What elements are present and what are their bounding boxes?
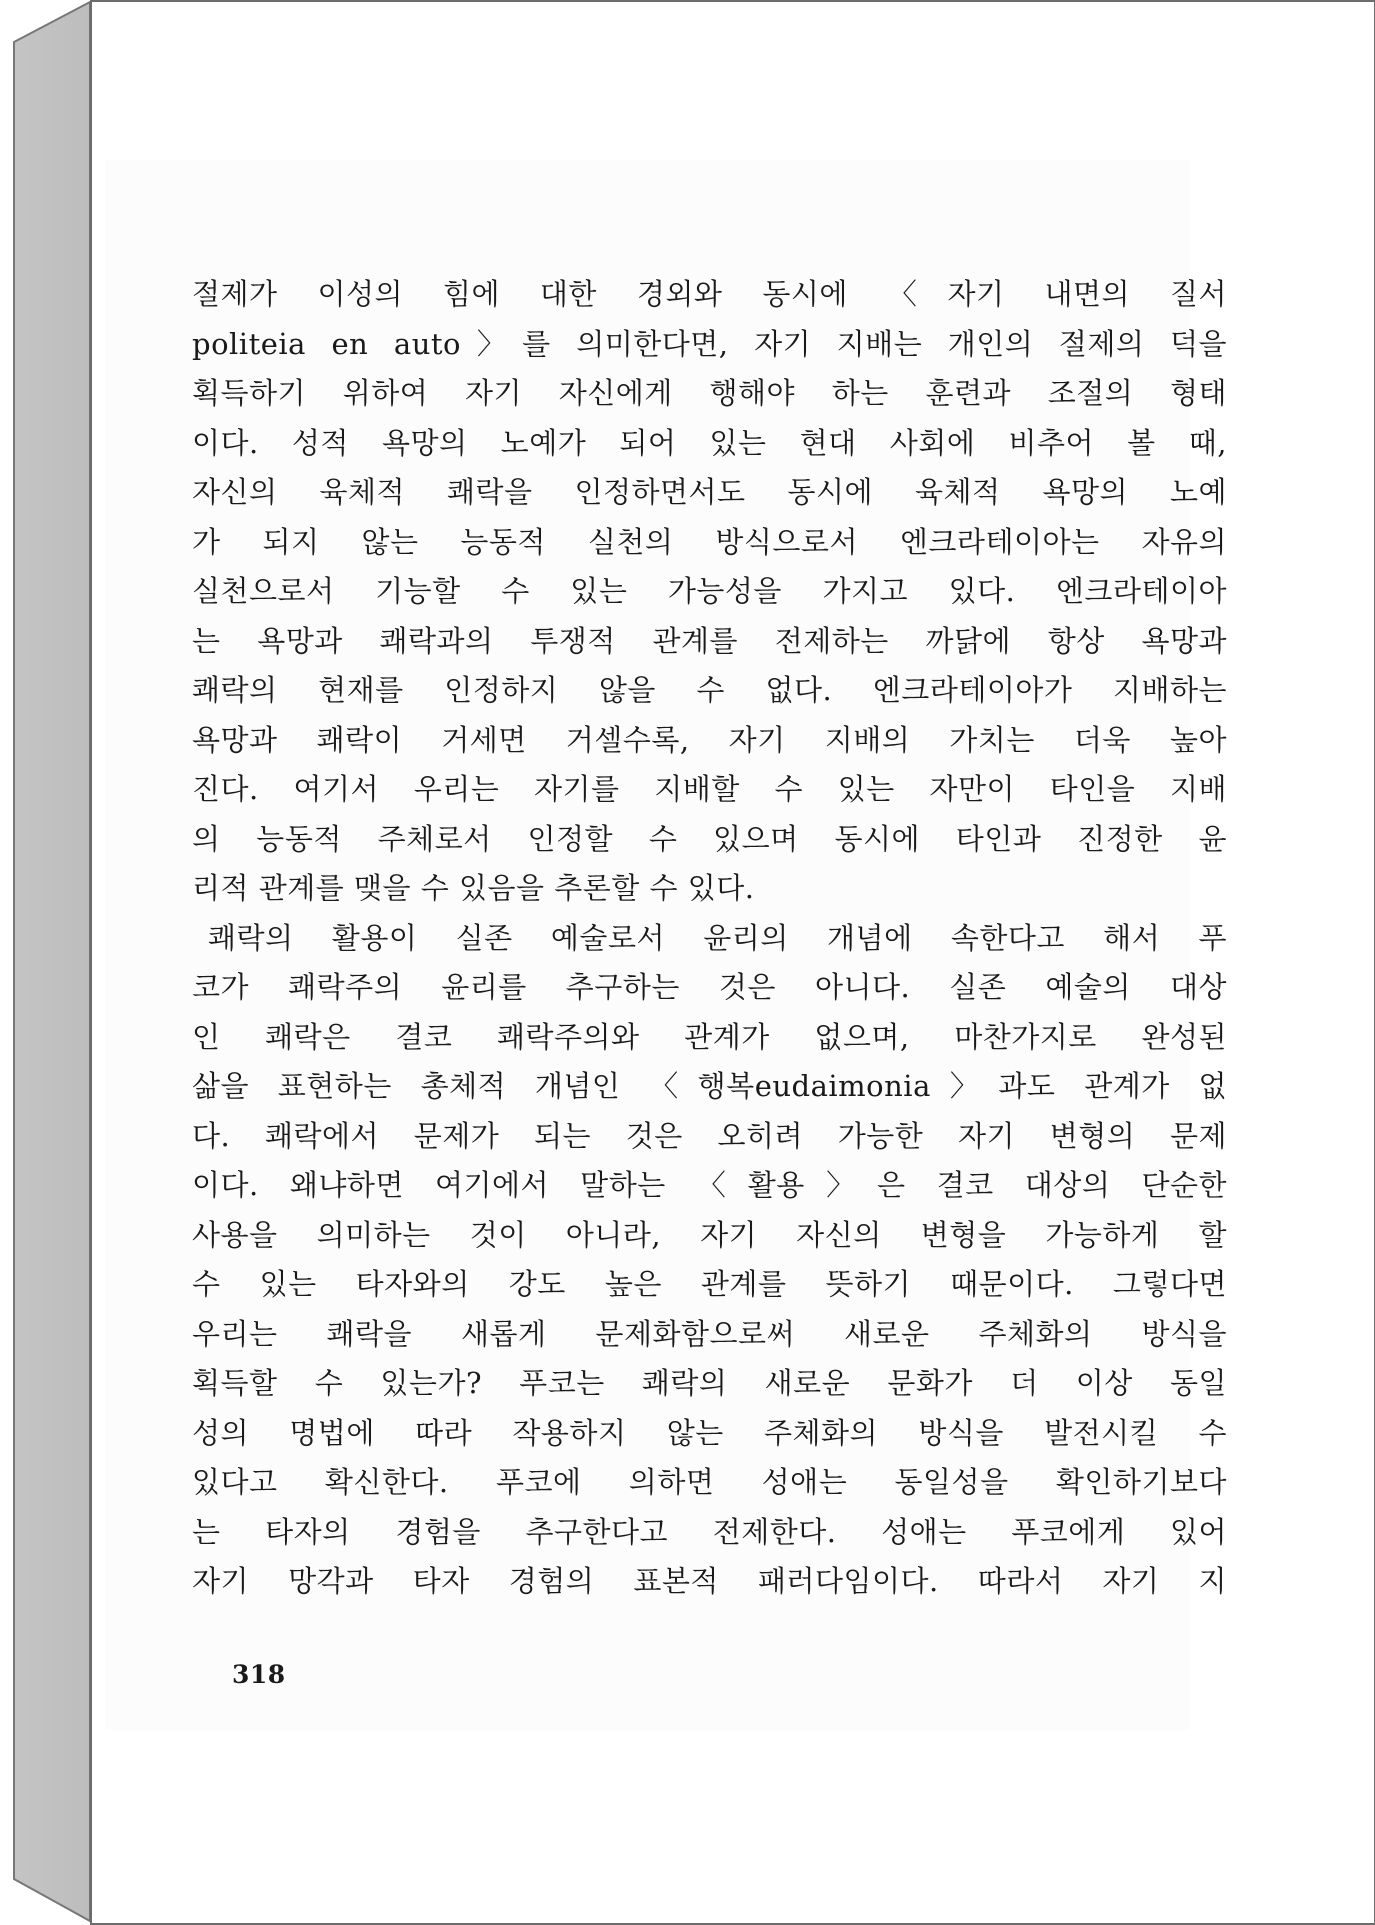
book-spine [0,0,100,1925]
text-line: 삶을 표현하는 총체적 개념인 〈행복eudaimonia〉과도 관계가 없 [192,1069,1227,1103]
text-line: 코가 쾌락주의 윤리를 추구하는 것은 아니다. 실존 예술의 대상 [192,970,1227,1004]
text-line: 는 타자의 경험을 추구한다고 전제한다. 성애는 푸코에게 있어 [192,1514,1227,1549]
text-line: 쾌락의 활용이 실존 예술로서 윤리의 개념에 속한다고 해서 푸 [208,920,1227,955]
text-line: 진다. 여기서 우리는 자기를 지배할 수 있는 자만이 타인을 지배 [192,772,1227,806]
text-line: 의 능동적 주체로서 인정할 수 있으며 동시에 타인과 진정한 윤 [192,821,1227,856]
text-line: 성의 명법에 따라 작용하지 않는 주체화의 방식을 발전시킬 수 [192,1415,1227,1450]
text-line: 수 있는 타자와의 강도 높은 관계를 뜻하기 때문이다. 그렇다면 [192,1267,1227,1301]
paragraph-2 [192,914,1227,1607]
text-line: 획득하기 위하여 자기 자신에게 행해야 하는 훈련과 조절의 형태 [192,376,1227,410]
text-line: 절제가 이성의 힘에 대한 경외와 동시에 〈자기 내면의 질서 [192,277,1227,311]
body-text [192,270,1227,1607]
paragraph-1 [192,270,1227,914]
text-line: politeia en auto〉를 의미한다면, 자기 지배는 개인의 절제의 덕을 [192,326,1227,361]
text-line: 획득할 수 있는가? 푸코는 쾌락의 새로운 문화가 더 이상 동일 [192,1366,1227,1400]
text-line: 쾌락의 현재를 인정하지 않을 수 없다. 엔크라테이아가 지배하는 [192,673,1227,707]
text-line: 리적 관계를 맺을 수 있음을 추론할 수 있다. [192,871,755,905]
page-number: 318 [232,1660,286,1689]
text-line: 자기 망각과 타자 경험의 표본적 패러다임이다. 따라서 자기 지 [192,1564,1227,1598]
text-line: 사용을 의미하는 것이 아니라, 자기 자신의 변형을 가능하게 할 [192,1217,1227,1252]
text-line: 가 되지 않는 능동적 실천의 방식으로서 엔크라테이아는 자유의 [192,524,1227,559]
text-line: 는 욕망과 쾌락과의 투쟁적 관계를 전제하는 까닭에 항상 욕망과 [192,623,1227,658]
text-line: 자신의 육체적 쾌락을 인정하면서도 동시에 육체적 욕망의 노예 [192,475,1227,509]
text-line: 있다고 확신한다. 푸코에 의하면 성애는 동일성을 확인하기보다 [192,1465,1227,1499]
text-line: 인 쾌락은 결코 쾌락주의와 관계가 없으며, 마찬가지로 완성된 [192,1019,1227,1054]
text-line: 다. 쾌락에서 문제가 되는 것은 오히려 가능한 자기 변형의 문제 [192,1118,1227,1153]
text-line: 우리는 쾌락을 새롭게 문제화함으로써 새로운 주체화의 방식을 [192,1316,1227,1351]
text-line: 이다. 왜냐하면 여기에서 말하는 〈활용〉은 결코 대상의 단순한 [192,1168,1227,1202]
text-line: 실천으로서 기능할 수 있는 가능성을 가지고 있다. 엔크라테이아 [192,574,1227,608]
text-line: 이다. 성적 욕망의 노예가 되어 있는 현대 사회에 비추어 볼 때, [192,425,1227,460]
text-line: 욕망과 쾌락이 거세면 거셀수록, 자기 지배의 가치는 더욱 높아 [192,722,1227,757]
